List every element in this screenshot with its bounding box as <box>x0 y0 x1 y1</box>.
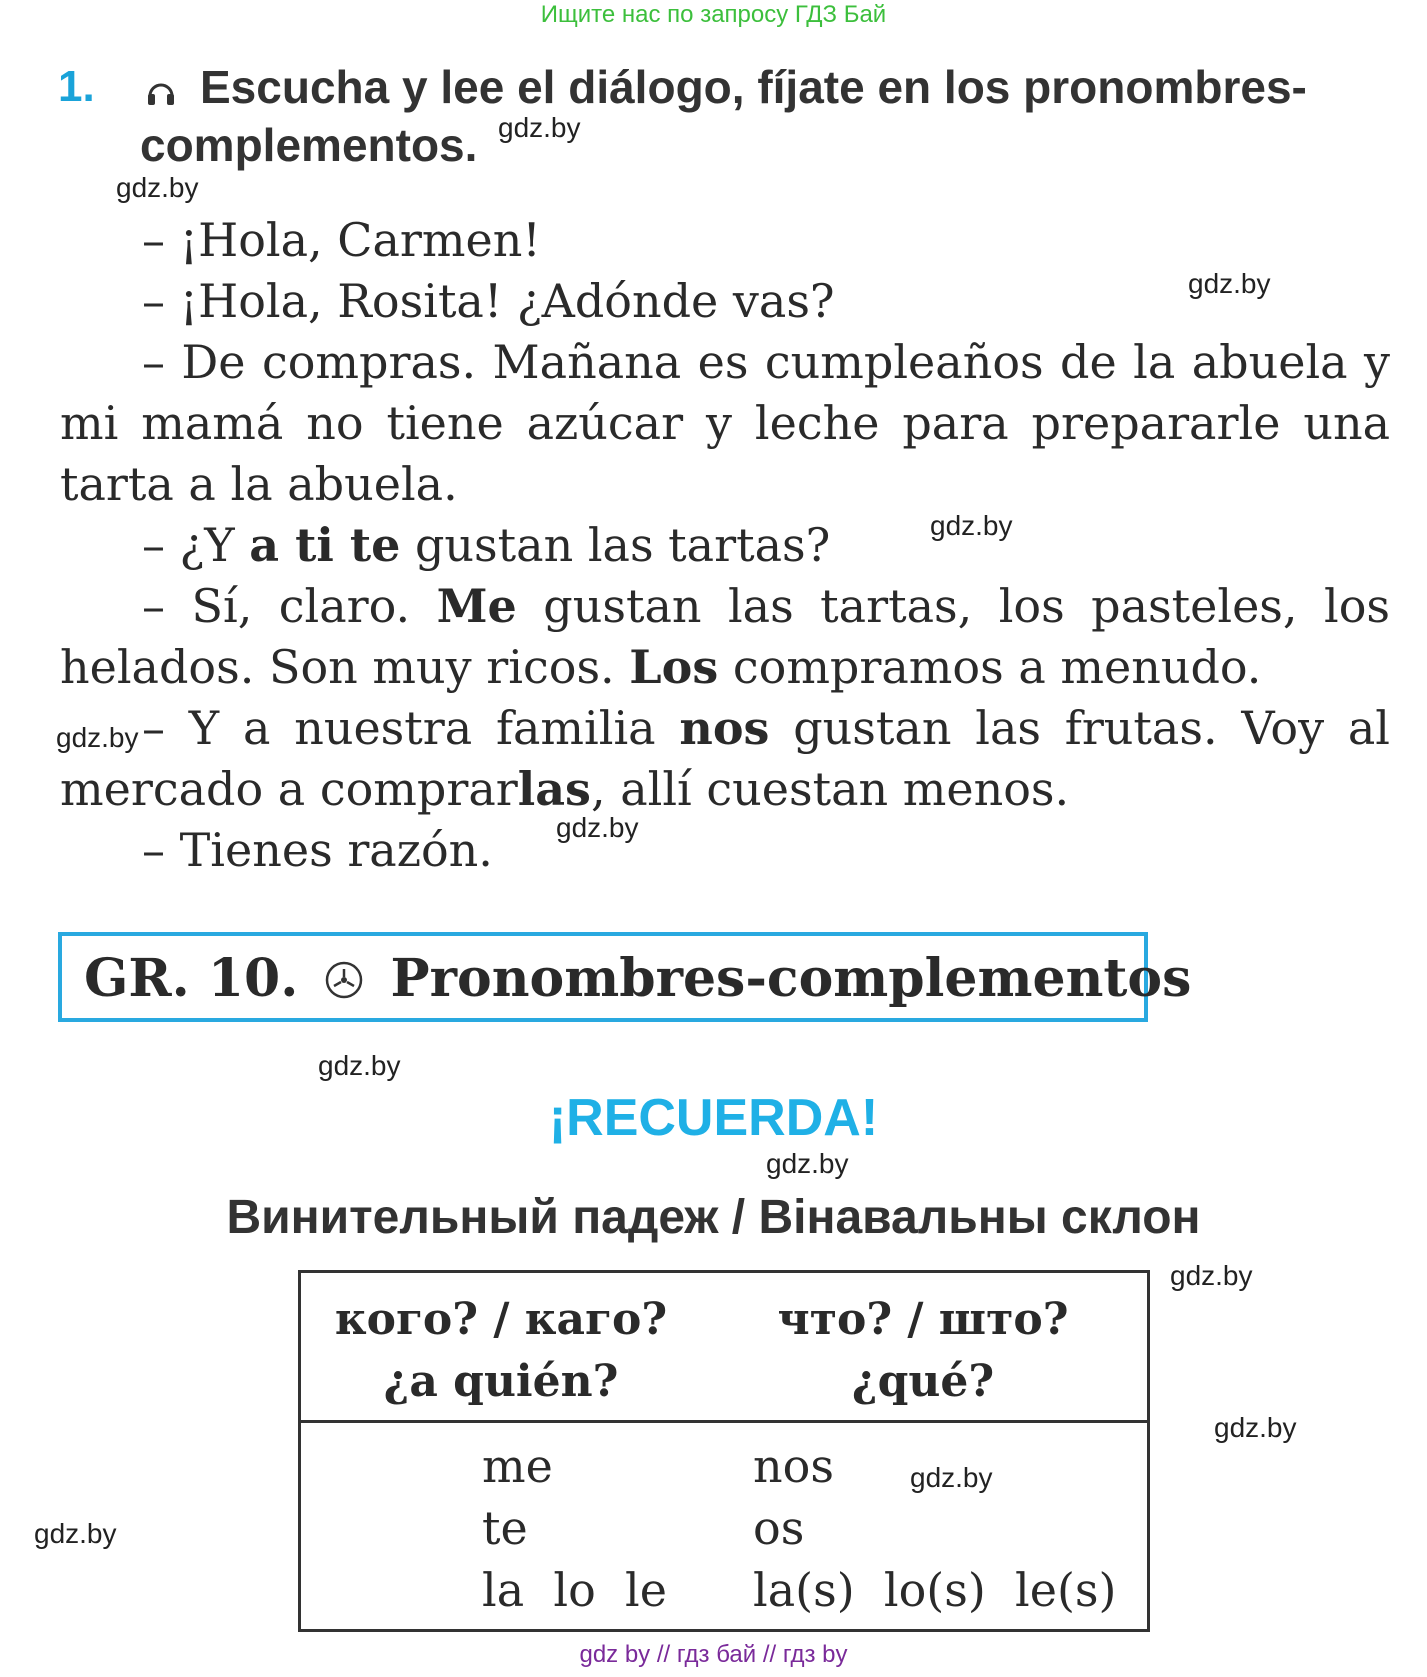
highlighted-pronoun: Los <box>629 640 719 694</box>
dialog-text-run: gustan las tartas? <box>400 518 831 572</box>
dialog-text-run: gustan las frutas. Voy al mercado a comprar <box>60 701 1390 816</box>
watermark: gdz.by <box>766 1148 849 1179</box>
dialog-line <box>60 820 1390 881</box>
column-head-who <box>311 1289 691 1413</box>
dialog-line <box>60 332 1390 515</box>
watermark: gdz.by <box>910 1462 993 1493</box>
watermark: gdz.by <box>116 172 199 203</box>
dialog-text-run: gustan las tartas, los pasteles, los helados. Son muy ricos. <box>60 579 1390 694</box>
highlighted-pronoun: nos <box>679 701 770 755</box>
dialog-line <box>60 210 1390 271</box>
exercise-title: Escucha y lee el diálogo, fíjate en los pronombres-complementos. <box>140 61 1307 171</box>
pronoun-cell: me <box>482 1439 553 1493</box>
pronoun-cell: os <box>753 1501 805 1555</box>
pronoun-cell: la lo le <box>482 1563 667 1617</box>
dialog-line <box>60 698 1390 820</box>
column-head-what <box>733 1289 1113 1413</box>
exercise-number: 1. <box>58 62 95 111</box>
watermark: gdz.by <box>930 510 1013 541</box>
pronoun-cell: te <box>482 1501 528 1555</box>
column-head-what-line2: ¿qué? <box>851 1356 995 1407</box>
highlighted-pronoun: las <box>517 762 591 816</box>
dialog-text-run: , allí cuestan menos. <box>590 762 1070 816</box>
pronoun-cell: la(s) lo(s) le(s) <box>753 1563 1117 1617</box>
watermark: gdz.by <box>318 1050 401 1081</box>
column-head-who-line1: кого? / каго? <box>334 1294 668 1345</box>
watermark: gdz.by <box>56 722 139 753</box>
gear-icon <box>324 952 364 1013</box>
dialog-text <box>60 210 1390 881</box>
dialog-text-run: – ¿Y <box>142 518 250 572</box>
search-banner: Ищите нас по запросу ГДЗ Бай <box>540 1 887 28</box>
watermark: gdz.by <box>34 1518 117 1549</box>
grammar-box <box>58 932 1192 1022</box>
watermark: gdz.by <box>1170 1260 1253 1291</box>
recuerda-heading: ¡RECUERDA! <box>548 1089 879 1147</box>
dialog-text-run: – Sí, claro. <box>142 579 437 633</box>
watermark: gdz.by <box>1188 268 1271 299</box>
watermark: gdz.by <box>1214 1412 1297 1443</box>
highlighted-pronoun: a ti te <box>249 518 401 572</box>
highlighted-pronoun: Me <box>436 579 517 633</box>
grammar-label: GR. 10. <box>84 948 299 1009</box>
dialog-text-run: – Tienes razón. <box>142 823 493 877</box>
watermark: gdz.by <box>498 112 581 143</box>
dialog-text-run: compramos a menudo. <box>718 640 1262 694</box>
column-head-what-line1: что? / што? <box>777 1294 1069 1345</box>
dialog-line <box>60 515 1390 576</box>
dialog-text-run: – ¡Hola, Rosita! ¿Adónde vas? <box>142 274 835 328</box>
pronoun-cell: nos <box>753 1439 834 1493</box>
footer-links: gdz by // гдз бай // гдз by <box>579 1641 848 1668</box>
watermark: gdz.by <box>556 812 639 843</box>
dialog-text-run: – De compras. Mañana es cumpleaños de la abuela y mi mamá no tiene azúcar y leche para prepararle una tarta a la abuela. <box>60 335 1390 511</box>
dialog-line <box>60 576 1390 698</box>
grammar-topic: Pronombres-complementos <box>390 948 1192 1009</box>
dialog-text-run: – Y a nuestra familia <box>142 701 680 755</box>
pronoun-table-header <box>301 1273 1147 1423</box>
case-title: Винительный падеж / Вінавальны склон <box>226 1191 1201 1244</box>
column-head-who-line2: ¿a quién? <box>383 1356 619 1407</box>
dialog-text-run: – ¡Hola, Carmen! <box>142 213 541 267</box>
grammar-title <box>84 948 1191 1013</box>
pronoun-table <box>298 1270 1150 1632</box>
